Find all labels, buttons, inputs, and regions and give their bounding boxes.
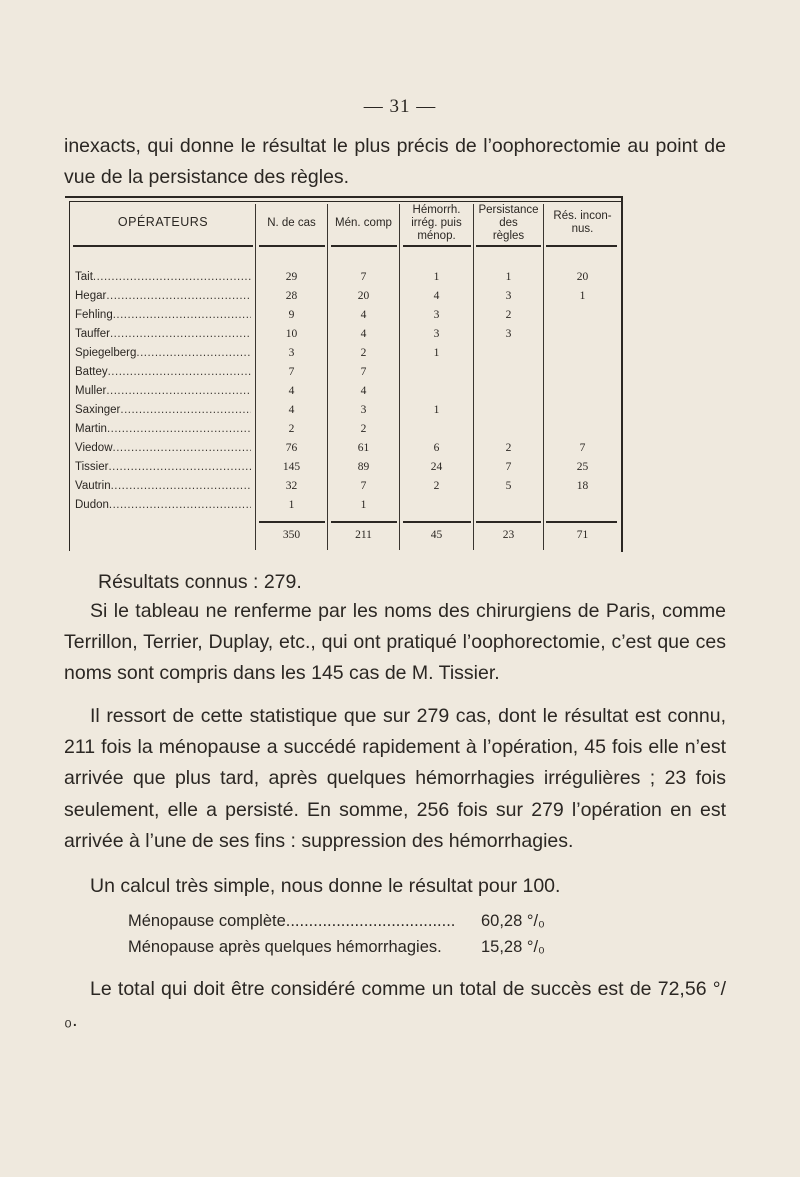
operator-name: Vautrin ..... [75, 477, 251, 495]
table-inner-top-border [69, 201, 623, 202]
cell-persistance [474, 420, 543, 438]
cell-res-inconnus [544, 401, 621, 419]
percentage-label: Ménopause après quelques hémorrhagies. [128, 938, 442, 956]
header-hemorrh-line1: Hémorrh. [412, 204, 461, 216]
cell-persistance [474, 382, 543, 400]
cell-res-inconnus [544, 420, 621, 438]
cell-hemorrh [400, 420, 473, 438]
operator-name: Tait ..... [75, 268, 251, 286]
paragraph-tableau: Si le tableau ne renferme par les noms des chirurgiens de Paris, comme Terrillon, Terrier, Duplay, etc., qui ont pratiqué l’oophorectomie, c’est que ces noms sont compris dans les 145 cas de M. Tissier. [64, 600, 726, 685]
cell-persistance [474, 344, 543, 362]
cell-men-comp: 7 [360, 480, 367, 492]
header-persistance-line1: Persistance [478, 204, 539, 216]
header-rule [403, 245, 471, 247]
cell-hemorrh: 6 [433, 442, 440, 454]
header-res-line2: nus. [571, 223, 594, 235]
cell-hemorrh [400, 363, 473, 381]
header-rule [259, 245, 325, 247]
table-top-border [65, 196, 623, 198]
cell-hemorrh: 2 [433, 480, 440, 492]
cell-men-comp: 4 [360, 385, 367, 397]
header-res-line1: Rés. incon- [553, 210, 612, 222]
header-men-comp: Mén. comp [335, 217, 392, 229]
cell-persistance: 3 [505, 290, 512, 302]
percentage-label: Ménopause complète..................................... [128, 912, 456, 930]
total-n-cas: 350 [282, 529, 301, 541]
cell-n-cas: 1 [288, 499, 295, 511]
cell-n-cas: 2 [288, 423, 295, 435]
table-left-border [69, 201, 70, 551]
cell-men-comp: 89 [357, 461, 370, 473]
header-rule [476, 245, 541, 247]
cell-res-inconnus: 25 [576, 461, 589, 473]
operator-name: Battey ..... [75, 363, 251, 381]
cell-res-inconnus: 1 [579, 290, 586, 302]
header-hemorrh-line2: irrég. puis [411, 217, 462, 229]
percentage-line [128, 908, 648, 934]
cell-hemorrh: 4 [433, 290, 440, 302]
cell-n-cas: 32 [285, 480, 298, 492]
cell-persistance: 3 [505, 328, 512, 340]
cell-hemorrh: 24 [430, 461, 443, 473]
cell-persistance [474, 401, 543, 419]
cell-res-inconnus: 18 [576, 480, 589, 492]
header-n-cas: N. de cas [267, 217, 316, 229]
total-rule [331, 521, 397, 523]
cell-men-comp: 4 [360, 328, 367, 340]
cell-men-comp: 20 [357, 290, 370, 302]
operator-name: Spiegelberg ..... [75, 344, 251, 362]
operator-name: Saxinger ..... [75, 401, 251, 419]
cell-men-comp: 2 [360, 423, 367, 435]
cell-persistance [474, 363, 543, 381]
cell-n-cas: 29 [285, 271, 298, 283]
intro-paragraph: inexacts, qui donne le résultat le plus précis de l’oophorectomie au point de vue de la persistance des règles. [64, 135, 726, 189]
cell-hemorrh: 3 [433, 328, 440, 340]
cell-n-cas: 9 [288, 309, 295, 321]
operator-name: Muller ..... [75, 382, 251, 400]
header-res-inconnus [544, 210, 621, 236]
header-operateurs: OPÉRATEURS [117, 215, 209, 229]
cell-res-inconnus [544, 344, 621, 362]
cell-hemorrh [400, 496, 473, 514]
results-known-line: Résultats connus : 279. [98, 571, 302, 593]
cell-n-cas: 10 [285, 328, 298, 340]
operator-name: Hegar ..... [75, 287, 251, 305]
header-persistance-line3: règles [492, 230, 525, 242]
cell-hemorrh: 1 [433, 404, 440, 416]
cell-men-comp: 2 [360, 347, 367, 359]
operator-name: Tissier ..... [75, 458, 251, 476]
cell-persistance: 2 [505, 309, 512, 321]
header-persistance-line2: des [499, 217, 518, 229]
operator-name: Fehling ..... [75, 306, 251, 324]
header-rule [331, 245, 397, 247]
cell-men-comp: 7 [360, 366, 367, 378]
cell-res-inconnus: 7 [579, 442, 586, 454]
cell-persistance: 7 [505, 461, 512, 473]
cell-men-comp: 3 [360, 404, 367, 416]
operator-name: Martin ..... [75, 420, 251, 438]
cell-persistance: 1 [505, 271, 512, 283]
percentage-line [128, 934, 648, 960]
cell-hemorrh: 1 [433, 271, 440, 283]
total-persistance: 23 [502, 529, 515, 541]
cell-res-inconnus [544, 363, 621, 381]
header-rule [546, 245, 617, 247]
table-right-border [621, 196, 623, 552]
cell-res-inconnus [544, 325, 621, 343]
total-res-inconnus: 71 [576, 529, 589, 541]
percentage-value: 15,28 °/₀ [481, 938, 545, 956]
cell-n-cas: 76 [285, 442, 298, 454]
paragraph-calcul: Un calcul très simple, nous donne le résultat pour 100. [90, 875, 561, 897]
paragraph-total: Le total qui doit être considéré comme un total de succès est de 72,56 °/₀. [64, 978, 726, 1032]
paragraph-statistique: Il ressort de cette statistique que sur 279 cas, dont le résultat est connu, 211 fois la ménopause a succédé rapidement à l’opération, 45 fois elle n’est arrivée que plus tard, après quelques hémorrhagies irrégulières ; 23 fois seulement, elle a persisté. En somme, 256 fois sur 279 l’opération en est arrivée à l’une de ses fins : suppression des hémorrhagies. [64, 705, 726, 852]
cell-persistance [474, 496, 543, 514]
header-hemorrh-line3: ménop. [417, 230, 456, 242]
operator-name: Tauffer ..... [75, 325, 251, 343]
cell-persistance: 2 [505, 442, 512, 454]
cell-hemorrh: 1 [433, 347, 440, 359]
cell-men-comp: 61 [357, 442, 370, 454]
cell-men-comp: 4 [360, 309, 367, 321]
operators-table [65, 196, 623, 552]
total-rule [546, 521, 617, 523]
cell-n-cas: 4 [288, 385, 295, 397]
total-rule [476, 521, 541, 523]
cell-res-inconnus [544, 382, 621, 400]
operator-name: Viedow ..... [75, 439, 251, 457]
header-persistance [474, 204, 543, 243]
cell-persistance: 5 [505, 480, 512, 492]
total-hemorrh: 45 [430, 529, 443, 541]
header-hemorrh [400, 204, 473, 243]
cell-men-comp: 7 [360, 271, 367, 283]
cell-n-cas: 3 [288, 347, 295, 359]
total-rule [403, 521, 471, 523]
cell-res-inconnus: 20 [576, 271, 589, 283]
cell-n-cas: 145 [282, 461, 301, 473]
cell-n-cas: 4 [288, 404, 295, 416]
operator-name: Dudon ..... [75, 496, 251, 514]
cell-hemorrh: 3 [433, 309, 440, 321]
percentage-value: 60,28 °/₀ [481, 912, 545, 930]
cell-men-comp: 1 [360, 499, 367, 511]
cell-n-cas: 7 [288, 366, 295, 378]
cell-res-inconnus [544, 306, 621, 324]
page-number: — 31 — [363, 96, 437, 117]
cell-hemorrh [400, 382, 473, 400]
cell-res-inconnus [544, 496, 621, 514]
total-men-comp: 211 [355, 529, 372, 541]
total-rule [259, 521, 325, 523]
cell-n-cas: 28 [285, 290, 298, 302]
header-rule [73, 245, 253, 247]
